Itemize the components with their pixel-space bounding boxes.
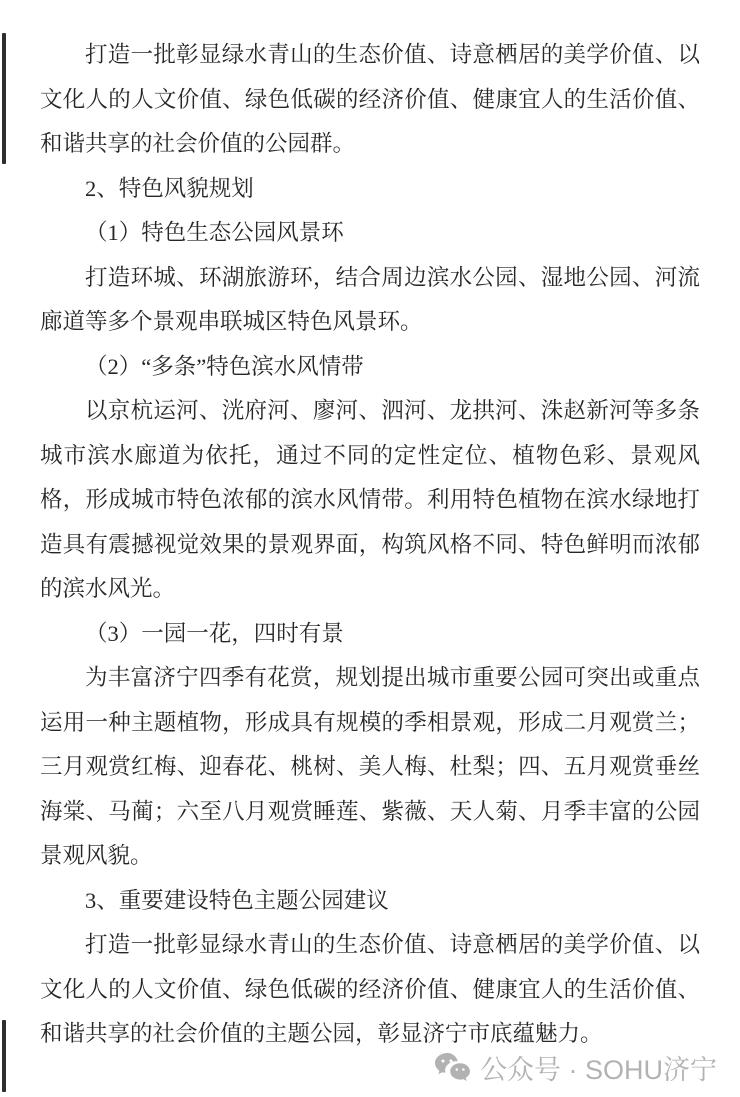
text-line: 和谐共享的社会价值的公园群。	[40, 131, 356, 156]
text-line: 廊道等多个景观串联城区特色风景环。	[40, 309, 423, 334]
text-line: 运用一种主题植物，形成具有规模的季相景观，形成二月观赏兰；	[40, 709, 700, 735]
text-line: 文化人的人文价值、绿色低碳的经济价值、健康宜人的生活价值、	[40, 976, 700, 1002]
text-line: 3、重要建设特色主题公园建议	[85, 887, 389, 913]
text-line: 造具有震撼视觉效果的景观界面，构筑风格不同、特色鲜明而浓郁	[40, 531, 700, 557]
text-line: 和谐共享的社会价值的主题公园，彰显济宁市底蕴魅力。	[40, 1021, 603, 1046]
text-line: 格，形成城市特色浓郁的滨水风情带。利用特色植物在滨水绿地打	[40, 487, 700, 512]
scan-edge-artifact-top	[2, 33, 6, 164]
text-line: （2）“多条”特色滨水风情带	[85, 353, 364, 379]
wechat-icon	[434, 1052, 471, 1083]
text-line: （1）特色生态公园风景环	[85, 220, 344, 245]
scan-edge-artifact-bottom	[2, 1020, 6, 1092]
text-line: （3）一园一花，四时有景	[85, 620, 344, 646]
text-line: 三月观赏红梅、迎春花、桃树、美人梅、杜梨；四、五月观赏垂丝	[40, 754, 700, 779]
text-line: 景观风貌。	[40, 843, 153, 868]
document-body	[40, 33, 700, 1057]
text-line: 2、特色风貌规划	[85, 175, 254, 201]
text-line: 的滨水风光。	[40, 576, 176, 601]
text-line: 文化人的人文价值、绿色低碳的经济价值、健康宜人的生活价值、	[40, 86, 700, 112]
text-line: 以京杭运河、洸府河、廖河、泗河、龙拱河、洙赵新河等多条	[85, 398, 700, 423]
text-line: 为丰富济宁四季有花赏，规划提出城市重要公园可突出或重点	[85, 665, 700, 690]
text-line: 海棠、马蔺；六至八月观赏睡莲、紫薇、天人菊、月季丰富的公园	[40, 798, 700, 824]
text-line: 打造一批彰显绿水青山的生态价值、诗意栖居的美学价值、以	[85, 932, 700, 957]
text-line: 打造一批彰显绿水青山的生态价值、诗意栖居的美学价值、以	[85, 42, 700, 67]
text-line: 打造环城、环湖旅游环，结合周边滨水公园、湿地公园、河流	[85, 264, 700, 290]
watermark-label: 公众号 · SOHU济宁	[479, 1055, 717, 1085]
watermark	[434, 1048, 717, 1087]
text-line: 城市滨水廊道为依托，通过不同的定性定位、植物色彩、景观风	[40, 442, 700, 468]
